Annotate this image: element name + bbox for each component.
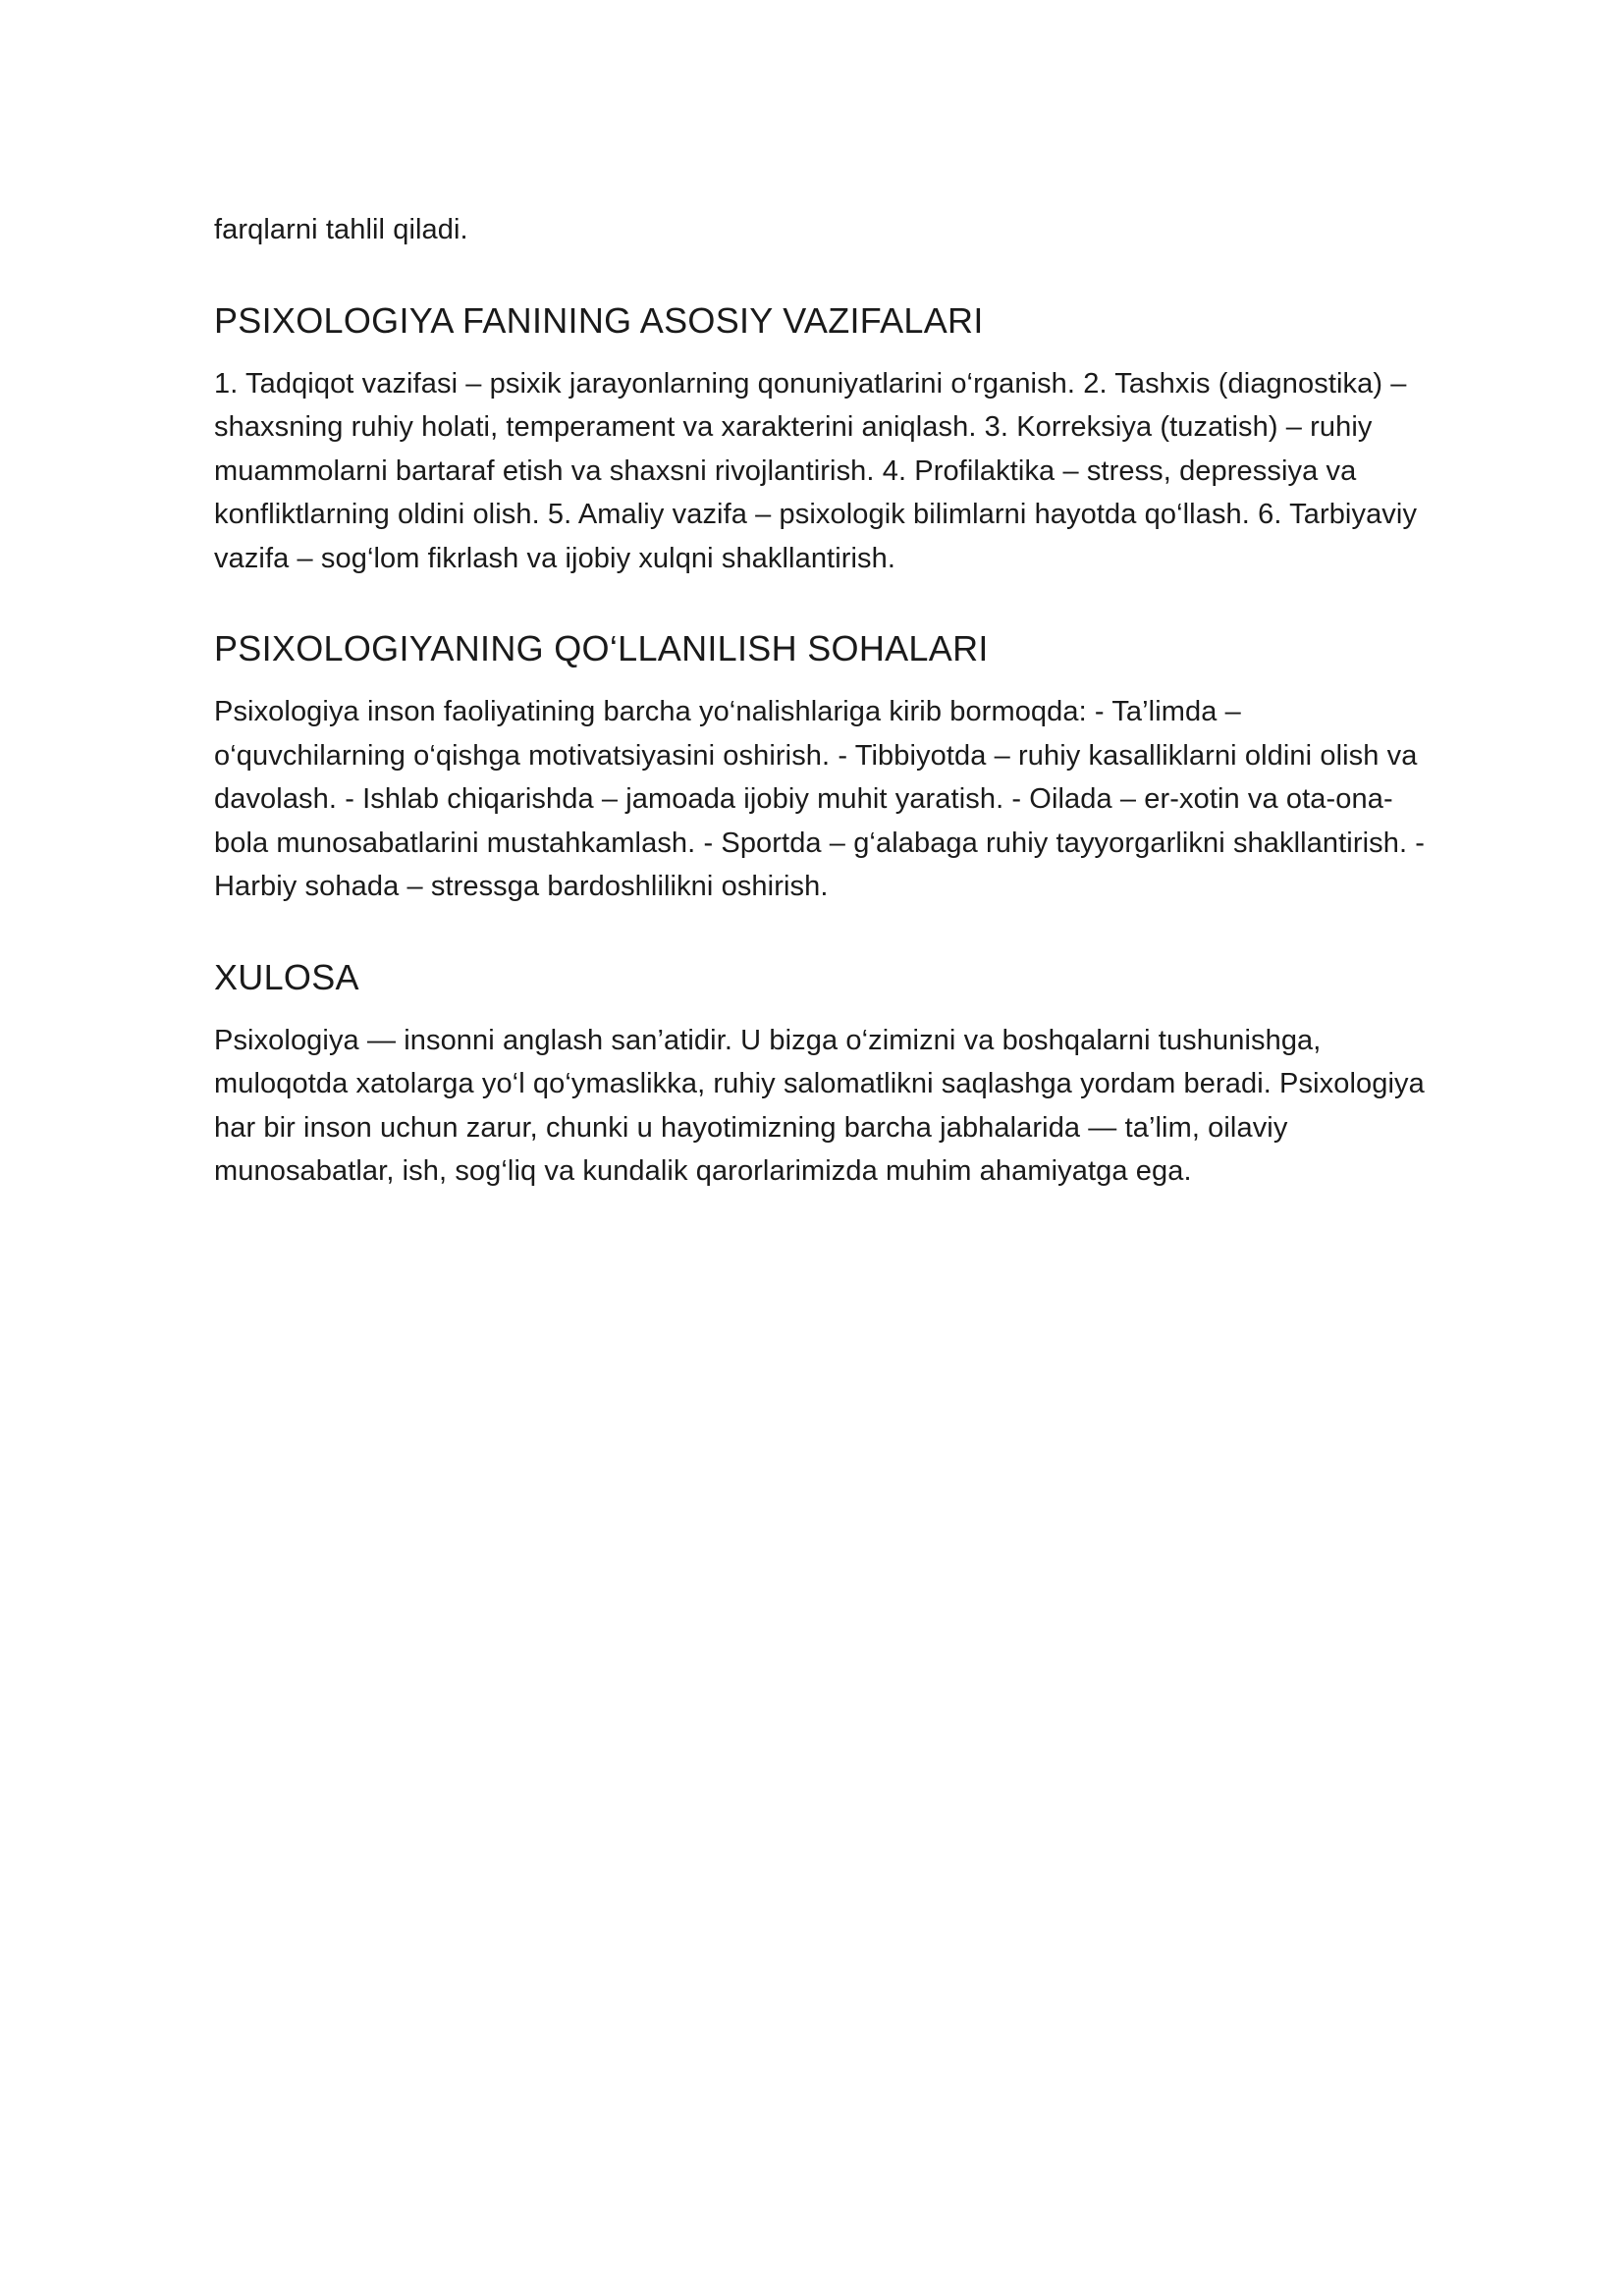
section-body-sohalari: Psixologiya inson faoliyatining barcha yo‘nalishlariga kirib bormoqda: - Ta’limda – o‘quvchilarning o‘qishga motivatsiyasini oshirish. - Tibbiyotda – ruhiy kasalliklarni oldini olish va davolash. - Ishlab chiqarishda – jamoada ijobiy muhit yaratish. - Oilada – er-xotin va ota-ona-bola munosabatlarini mustahkamlash. - Sportda – g‘alabaga ruhiy tayyorgarlikni shakllantirish. - Harbiy sohada – stressga bardoshlilikni oshirish. <box>214 696 1426 902</box>
section-body-vazifalari: 1. Tadqiqot vazifasi – psixik jarayonlarning qonuniyatlarini o‘rganish. 2. Tashxis (diagnostika) – shaxsning ruhiy holati, temperament va xarakterini aniqlash. 3. Korreksiya (tuzatish) – ruhiy muammolarni bartaraf etish va shaxsni rivojlantirish. 4. Profilaktika – stress, depressiya va konfliktlarning oldini olish. 5. Amaliy vazifa – psixologik bilimlarni hayotda qo‘llash. 6. Tarbiyaviy vazifa – sog‘lom fikrlash va ijobiy xulqni shakllantirish. <box>214 367 1418 574</box>
section-heading-sohalari: PSIXOLOGIYANING QO‘LLANILISH SOHALARI <box>214 628 989 668</box>
intro-paragraph: farqlarni tahlil qiladi. <box>214 214 468 245</box>
document-content <box>214 208 1432 1194</box>
section-body-xulosa: Psixologiya — insonni anglash san’atidir. U bizga o‘zimizni va boshqalarni tushunishga, muloqotda xatolarga yo‘l qo‘ymaslikka, ruhiy salomatlikni saqlashga yordam beradi. Psixologiya har bir inson uchun zarur, chunki u hayotimizning barcha jabhalarida — ta’lim, oilaviy munosabatlar, ish, sog‘liq va kundalik qarorlarimizda muhim ahamiyatga ega. <box>214 1024 1425 1187</box>
section-heading-xulosa: XULOSA <box>214 956 359 997</box>
section-heading-vazifalari: PSIXOLOGIYA FANINING ASOSIY VAZIFALARI <box>214 299 984 341</box>
